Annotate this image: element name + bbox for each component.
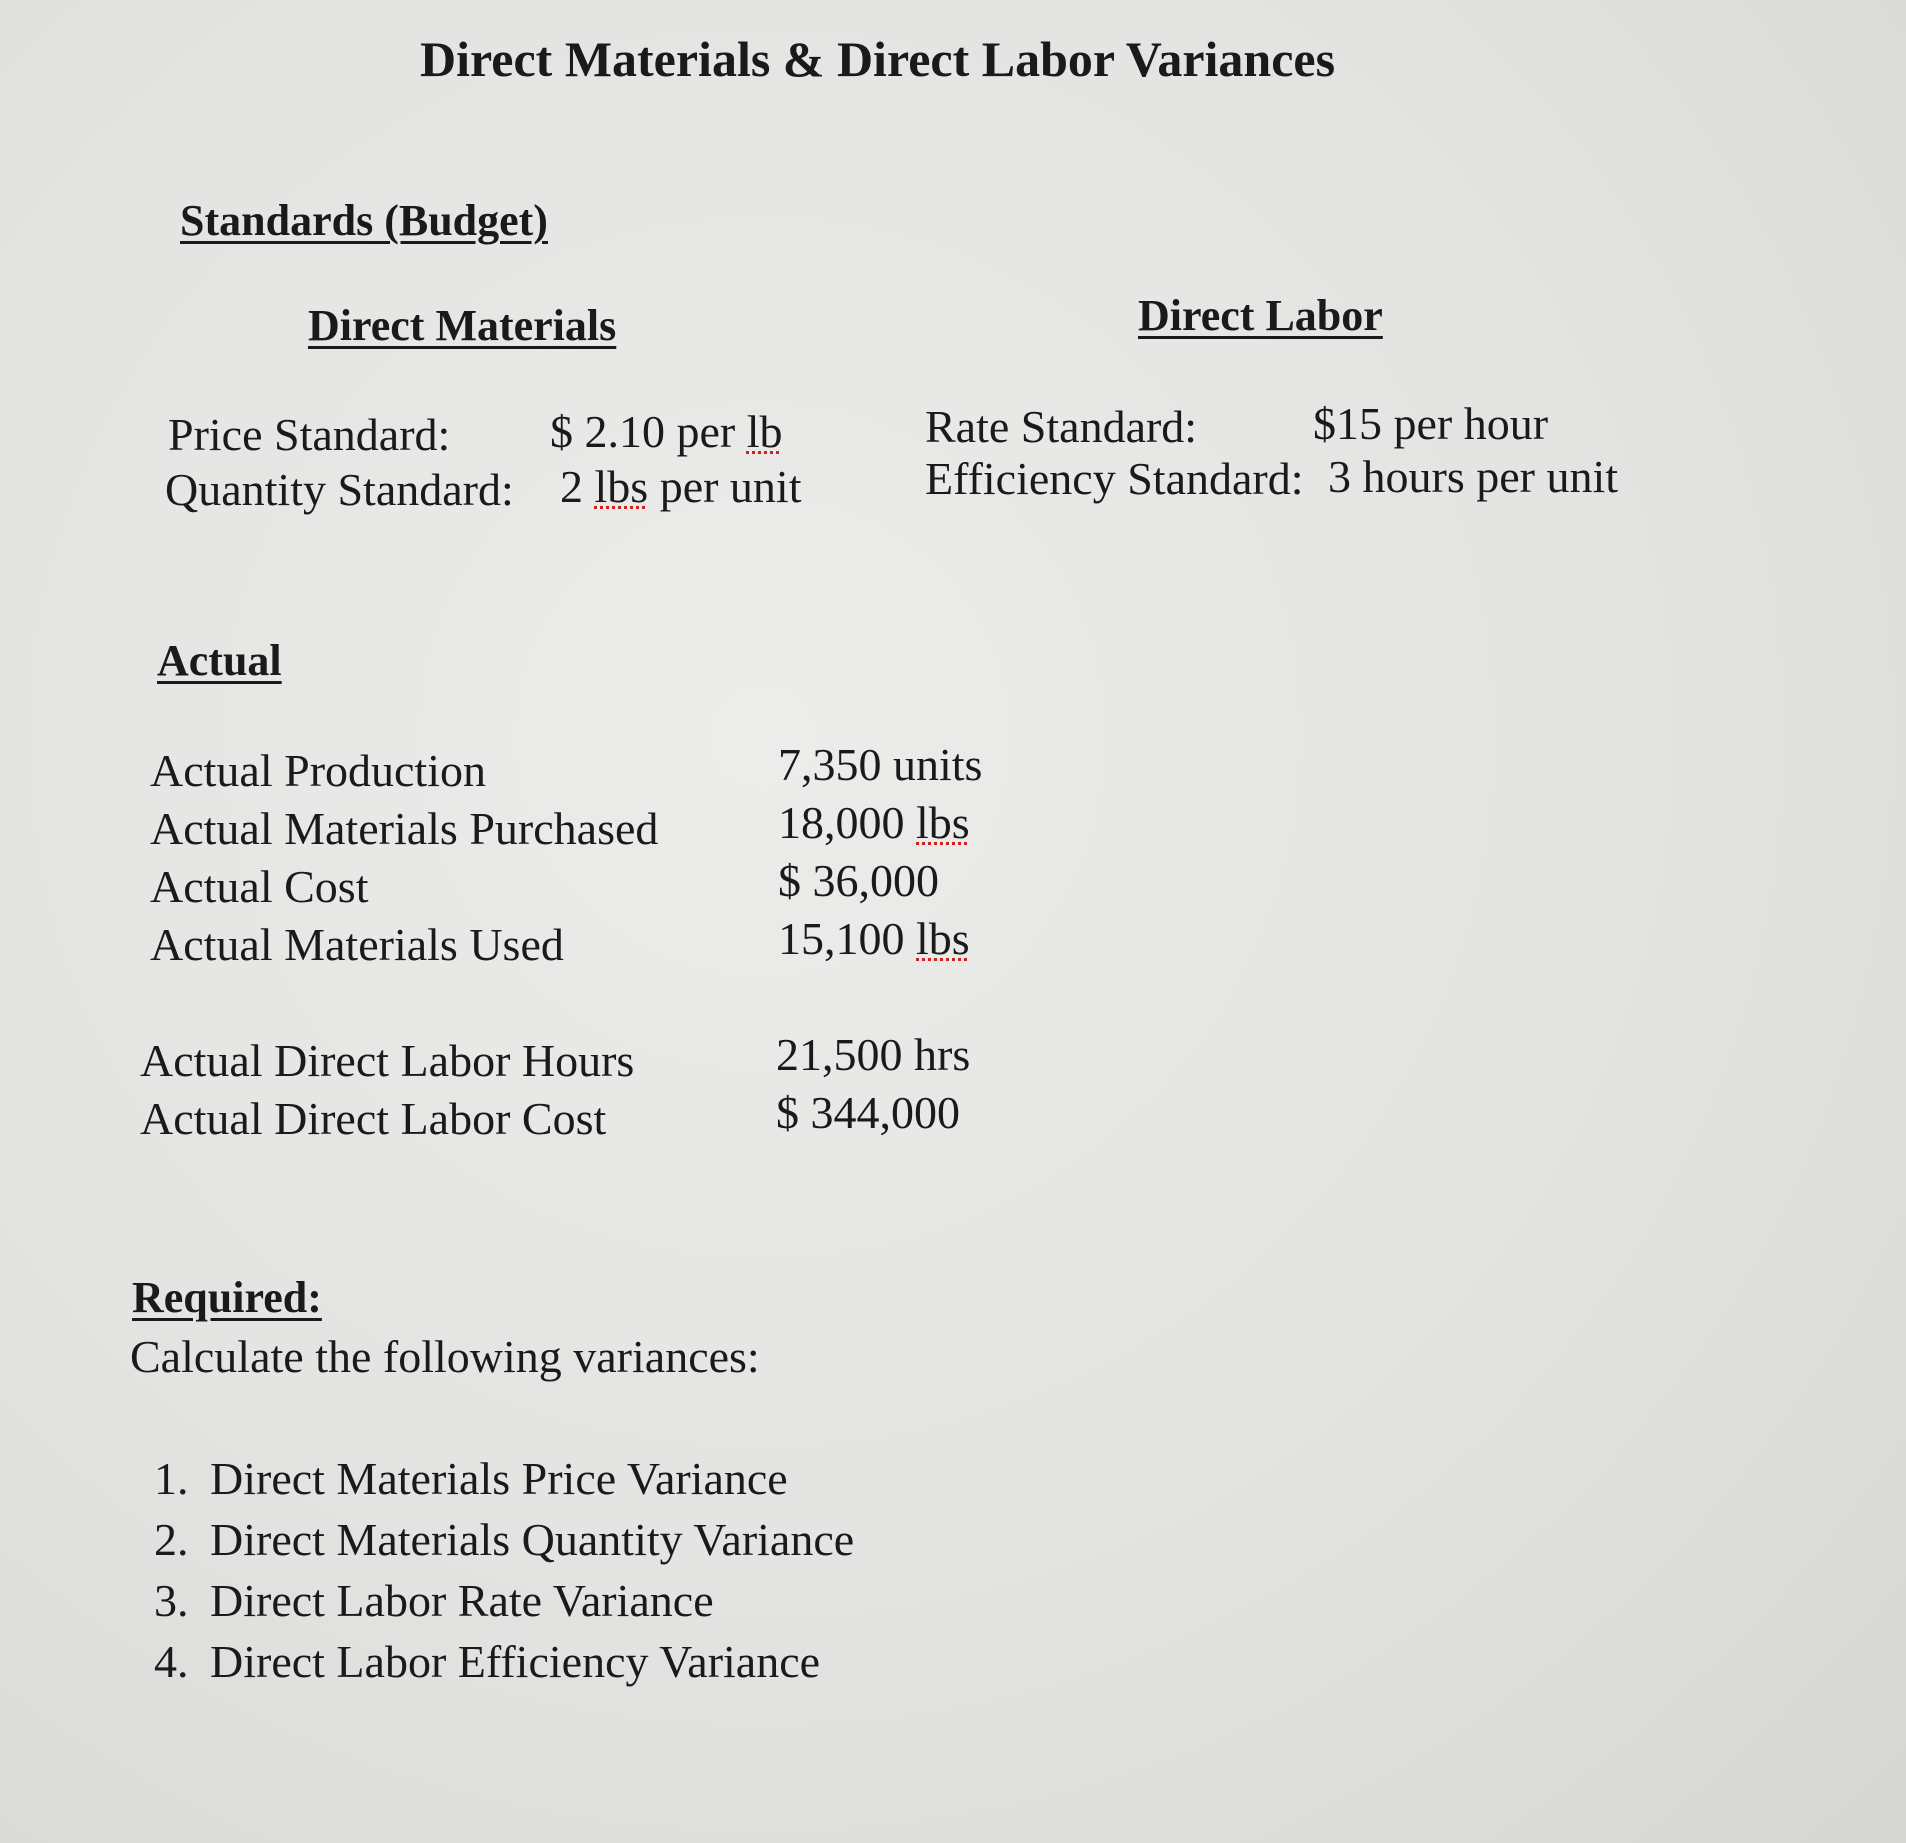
- actual-labor-hours-value: 21,500 hrs: [776, 1029, 971, 1080]
- actual-labor-cost-value: $ 344,000: [776, 1087, 960, 1138]
- standards-heading: Standards (Budget): [180, 196, 548, 245]
- list-item: 2. Direct Materials Quantity Variance: [200, 1509, 854, 1570]
- actual-labor-values: [776, 1026, 970, 1142]
- rate-standard-label: Rate Standard:: [925, 401, 1198, 452]
- rate-standard-value: $15 per hour: [1313, 398, 1549, 449]
- price-standard-amount: $ 2.10 per: [550, 406, 747, 457]
- list-item: 4. Direct Labor Efficiency Variance: [200, 1631, 854, 1692]
- actual-materials-labels: [150, 742, 658, 974]
- actual-materials-values: [778, 736, 982, 968]
- actual-labor-labels: [140, 1032, 634, 1148]
- required-heading: Required:: [132, 1273, 322, 1322]
- actual-heading: Actual: [157, 636, 282, 685]
- price-standard-unit: lb: [746, 406, 783, 457]
- actual-production-value: 7,350 units: [778, 739, 983, 790]
- page-title: Direct Materials & Direct Labor Variances: [420, 31, 1336, 87]
- quantity-standard-amount: 2: [560, 461, 595, 512]
- actual-cost-label: Actual Cost: [150, 861, 369, 912]
- actual-materials-purchased-value: 18,000 lbs: [778, 797, 970, 848]
- efficiency-standard-value: 3 hours per unit: [1328, 451, 1619, 502]
- price-standard-label: Price Standard:: [168, 409, 451, 460]
- quantity-standard-suffix: per unit: [648, 461, 802, 512]
- direct-labor-heading: Direct Labor: [1138, 291, 1383, 340]
- actual-materials-purchased-label: Actual Materials Purchased: [150, 803, 659, 854]
- actual-materials-used-label: Actual Materials Used: [150, 919, 564, 970]
- variance-list: [130, 1448, 854, 1692]
- actual-cost-value: $ 36,000: [778, 855, 939, 906]
- actual-labor-cost-label: Actual Direct Labor Cost: [140, 1093, 607, 1144]
- required-instruction: Calculate the following variances:: [130, 1331, 760, 1382]
- actual-materials-used-value: 15,100 lbs: [778, 913, 970, 964]
- list-item: 1. Direct Materials Price Variance: [200, 1448, 854, 1509]
- actual-labor-hours-label: Actual Direct Labor Hours: [140, 1035, 635, 1086]
- efficiency-standard-label: Efficiency Standard:: [925, 453, 1304, 504]
- quantity-standard-unit: lbs: [594, 461, 649, 512]
- quantity-standard-label: Quantity Standard:: [165, 464, 514, 515]
- list-item: 3. Direct Labor Rate Variance: [200, 1570, 854, 1631]
- quantity-standard-value: [560, 460, 801, 513]
- direct-materials-heading: Direct Materials: [308, 301, 617, 350]
- actual-production-label: Actual Production: [150, 745, 486, 796]
- price-standard-value: [550, 405, 783, 458]
